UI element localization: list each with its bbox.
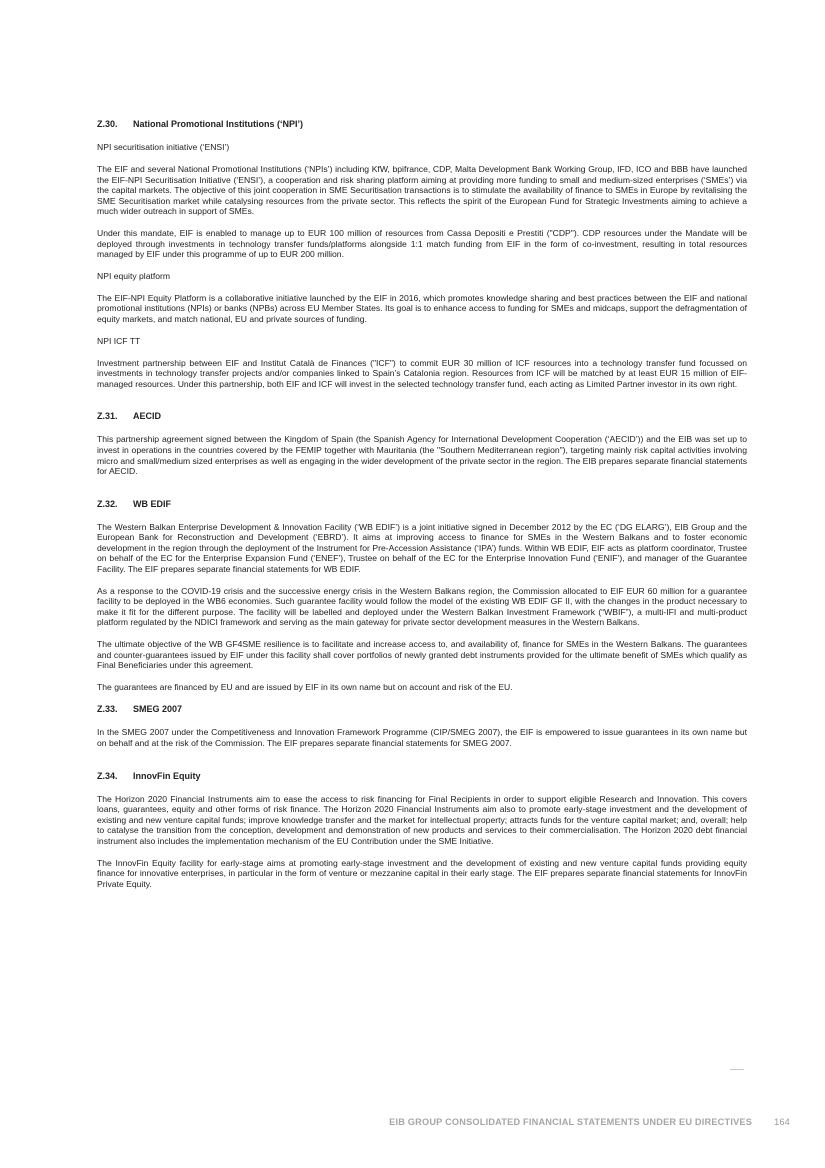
- section-title: SMEG 2007: [133, 704, 183, 715]
- subheading: NPI equity platform: [97, 270, 171, 281]
- section-z32: [97, 498, 747, 693]
- section-z34: [97, 770, 747, 890]
- paragraph: Under this mandate, EIF is enabled to manage up to EUR 100 million of resources from Cassa Depositi e Prestiti ("CDP"). CDP resources under the Mandate will be deployed through investments in technology transfer funds/platforms alongside 1:1 match funding from EIF in the form of co-investment, resulting in total resources managed by EIF under this programme of up to EUR 200 million.: [97, 227, 747, 260]
- section-heading: [97, 498, 747, 510]
- paragraph: As a response to the COVID-19 crisis and the successive energy crisis in the Western Balkans region, the Commission allocated to EIF EUR 60 million for a guarantee facility to be deployed in the WB6 economies. Such guarantee facility would follow the model of the existing WB EDIF GF II, with the changes in the product necessary to make it fit for the different purpose. The facility will be labelled and deployed under the Western Balkan Investment Framework (“WBIF”), a multi-IFI and multi-product platform regulated by the NDICI framework and serving as the main gateway for private sector development measures in the Western Balkans.: [97, 585, 747, 628]
- paragraph: Investment partnership between EIF and Institut Català de Finances ("ICF") to commit EUR 30 million of ICF resources into a technology transfer fund focussed on investments in technology transfer projects and/or companies linked to Spain’s Catalonia region. Resources from ICF will be matched by at least EUR 15 million of EIF-managed resources. Under this partnership, both EIF and ICF will invest in the selected technology transfer fund, each acting as Limited Partner investor in its own right.: [97, 357, 747, 389]
- paragraph: The Western Balkan Enterprise Development & Innovation Facility (‘WB EDIF’) is a joint initiative signed in December 2012 by the EC (‘DG ELARG’), EIB Group and the European Bank for Reconstruction and Development (‘EBRD’). It aims at improving access to finance for SMEs in the Western Balkans and to foster economic development in the region through the deployment of the Instrument for Pre-Accession Assistance (‘IPA’) funds. Within WB EDIF, EIF acts as platform coordinator, Trustee on behalf of the EC for the Enterprise Expansion Fund (‘ENEF’), Trustee on behalf of the EC for the Enterprise Innovation Fund (‘ENIF’), and manager of the Guarantee Facility. The EIF prepares separate financial statements for WB EDIF.: [97, 521, 747, 575]
- section-heading: [97, 703, 747, 715]
- section-number: Z.34.: [97, 770, 118, 781]
- paragraph: In the SMEG 2007 under the Competitiveness and Innovation Framework Programme (CIP/SMEG 2007), the EIF is empowered to issue guarantees in its own name but on behalf and at the risk of the Commission. The EIF prepares separate financial statements for SMEG 2007.: [97, 727, 747, 748]
- section-title: National Promotional Institutions (‘NPI’): [133, 119, 303, 129]
- section-number: Z.32.: [97, 498, 118, 509]
- paragraph: The Horizon 2020 Financial Instruments aim to ease the access to risk financing for Final Recipients in order to support eligible Research and Innovation. This covers loans, guarantees, equity and other forms of risk finance. The Horizon 2020 Financial Instruments aim also to promote early-stage investment and the development of existing and new venture capital funds; improve knowledge transfer and the market for intellectual property; attracts funds for the venture capital market; and, overall; help to catalyse the transition from the conception, development and demonstration of new products and services to their commercialisation. The Horizon 2020 debt financial instrument also includes the implementation mechanism of the EU Contribution under the SME Initiative.: [97, 793, 747, 846]
- subheading: NPI ICF TT: [97, 335, 141, 346]
- section-number: Z.31.: [97, 411, 118, 422]
- section-title: WB EDIF: [133, 498, 171, 509]
- section-z31: [97, 410, 747, 476]
- section-heading: [97, 770, 747, 782]
- section-title: AECID: [133, 411, 162, 422]
- section-z33: [97, 703, 747, 748]
- subheading: NPI securitisation initiative (‘ENSI’): [97, 142, 230, 152]
- paragraph: This partnership agreement signed between the Kingdom of Spain (the Spanish Agency for International Development Cooperation (‘AECID’)) and the EIB was set up to invest in operations in the countries covered by the FEMIP together with Mauritania (the "Southern Mediterranean region"), targeting mainly risk capital activities involving micro and small/medium sized enterprises as well as engaging in the wider development of the private sector in the region. The EIB prepares separate financial statements for AECID.: [97, 434, 747, 477]
- section-title: InnovFin Equity: [133, 770, 201, 781]
- document-body: [97, 118, 747, 900]
- paragraph: The InnovFin Equity facility for early-stage aims at promoting early-stage investment and the development of existing and new venture capital funds providing equity finance for innovative enterprises, in particular in the form of venture or mezzanine capital in their early stage. The EIF prepares separate financial statements for InnovFin Private Equity.: [97, 857, 747, 889]
- section-heading: [97, 118, 747, 130]
- footer-title: EIB GROUP CONSOLIDATED FINANCIAL STATEMENTS UNDER EU DIRECTIVES: [389, 1117, 753, 1127]
- paragraph: The ultimate objective of the WB GF4SME resilience is to facilitate and increase access to, and availability of, finance for SMEs in the Western Balkans. The guarantees and counter-guarantees issued by EIF under this facility shall cover portfolios of newly granted debt instruments provided for the ultimate benefit of SMEs which qualify as Final Beneficiaries under this agreement.: [97, 639, 747, 671]
- page-footer: [389, 1117, 790, 1127]
- section-number: Z.30.: [97, 119, 118, 129]
- section-number: Z.33.: [97, 704, 118, 715]
- page-mark: [730, 1069, 744, 1070]
- section-z30: [97, 118, 747, 389]
- paragraph: The EIF-NPI Equity Platform is a collaborative initiative launched by the EIF in 2016, which promotes knowledge sharing and best practices between the EIF and national promotional institutions (NPIs) or banks (NPBs) across EU Member States. Its goal is to enhance access to funding for SMEs and midcaps, support the defragmentation of equity markets, and match national, EU and private sources of funding.: [97, 292, 747, 324]
- page-number: 164: [774, 1117, 790, 1127]
- paragraph: The EIF and several National Promotional Institutions (‘NPIs’) including KfW, bpifrance, CDP, Malta Development Bank Working Group, IFD, ICO and BBB have launched the EIF-NPI Securitisation Initiative (‘ENSI’), a cooperation and risk sharing platform aiming at providing more funding to small and medium-sized enterprises (‘SMEs’) via the capital markets. The objective of this joint cooperation in SME Securitisation transactions is to stimulate the availability of finance to SMEs in Europe by revitalising the SME Securitisation market while catalysing resources from the private sector. This reflects the spirit of the European Fund for Strategic Investments aiming to achieve a much wider outreach in support of SMEs.: [97, 164, 747, 217]
- paragraph: The guarantees are financed by EU and are issued by EIF in its own name but on account and risk of the EU.: [97, 681, 513, 692]
- section-heading: [97, 410, 747, 422]
